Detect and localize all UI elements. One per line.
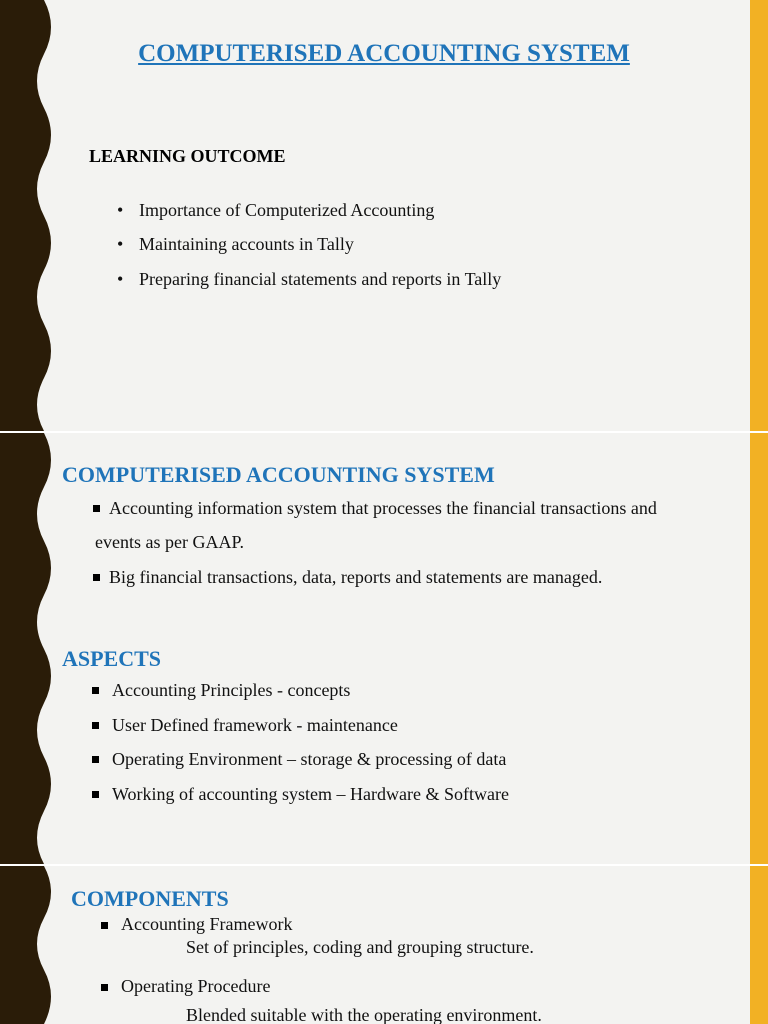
- square-bullet-icon: [93, 505, 100, 512]
- slide-1: [0, 0, 768, 431]
- bullet-dot-icon: •: [117, 269, 124, 289]
- square-bullet-icon: [92, 722, 99, 729]
- wave-border-decoration: [0, 433, 60, 864]
- components-heading: COMPONENTS: [71, 886, 229, 911]
- component-description: Set of principles, coding and grouping structure.: [186, 937, 534, 957]
- outcome-item: • Maintaining accounts in Tally: [117, 234, 354, 254]
- slide-2: [0, 433, 768, 864]
- square-bullet-icon: [101, 984, 108, 991]
- slide-title: COMPUTERISED ACCOUNTING SYSTEM: [138, 40, 630, 67]
- square-bullet-icon: [93, 574, 100, 581]
- learning-outcome-heading: LEARNING OUTCOME: [89, 146, 286, 166]
- square-bullet-icon: [92, 687, 99, 694]
- aspect-item: Accounting Principles - concepts: [112, 680, 351, 700]
- component-item: Accounting Framework: [121, 914, 293, 934]
- definition-line-continued: events as per GAAP.: [95, 532, 244, 552]
- outcome-item: • Preparing financial statements and reports in Tally: [117, 269, 502, 289]
- component-description: Blended suitable with the operating environment.: [186, 1005, 542, 1024]
- gold-side-bar: [750, 433, 768, 864]
- aspect-item: Working of accounting system – Hardware & Software: [112, 784, 509, 804]
- bullet-dot-icon: •: [117, 200, 124, 220]
- definition-line: Accounting information system that processes the financial transactions and: [109, 498, 657, 518]
- definition-line: Big financial transactions, data, reports and statements are managed.: [109, 567, 603, 587]
- bullet-dot-icon: •: [117, 234, 124, 254]
- aspects-heading: ASPECTS: [62, 646, 162, 671]
- component-item: Operating Procedure: [121, 976, 271, 996]
- square-bullet-icon: [92, 791, 99, 798]
- outcome-item: • Importance of Computerized Accounting: [117, 200, 435, 220]
- square-bullet-icon: [92, 756, 99, 763]
- wave-border-decoration: [0, 866, 60, 1024]
- square-bullet-icon: [101, 922, 108, 929]
- aspect-item: User Defined framework - maintenance: [112, 715, 398, 735]
- slide-3: [0, 866, 768, 1024]
- section-heading: COMPUTERISED ACCOUNTING SYSTEM: [62, 462, 495, 487]
- aspect-item: Operating Environment – storage & processing of data: [112, 749, 507, 769]
- gold-side-bar: [750, 866, 768, 1024]
